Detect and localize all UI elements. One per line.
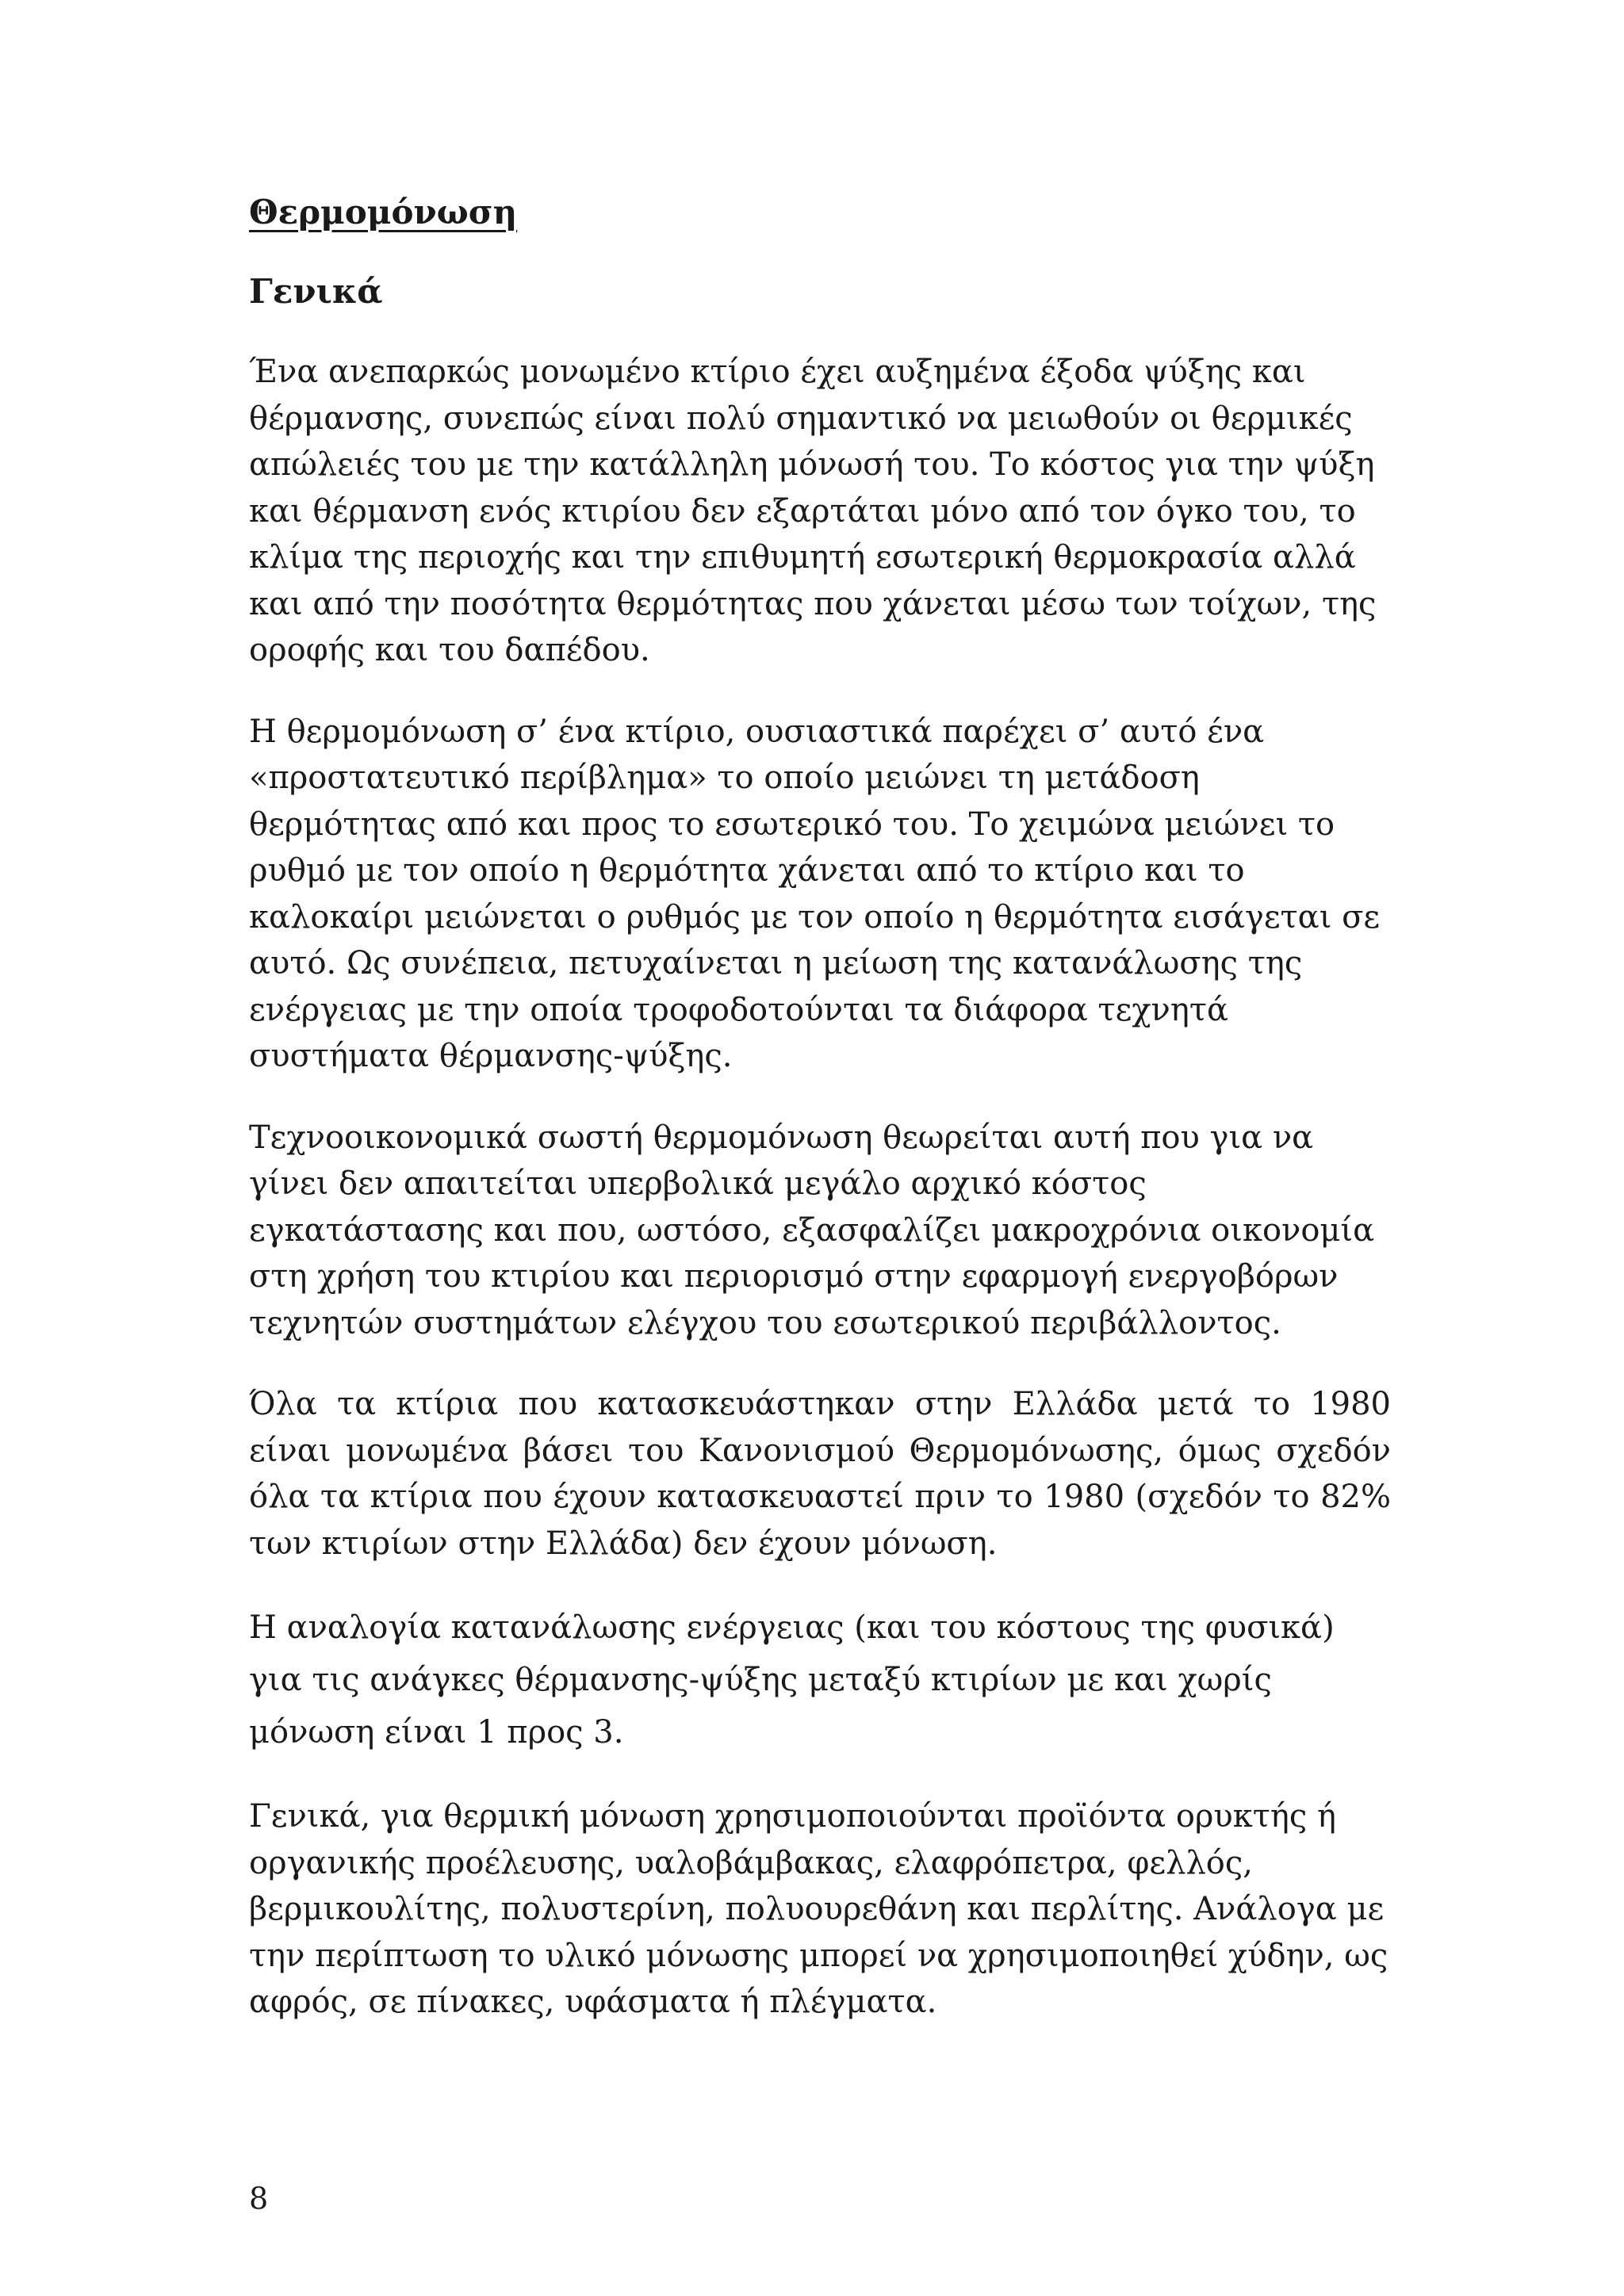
paragraph-energy-ratio: Η αναλογία κατανάλωσης ενέργειας (και του κόστους της φυσικά) για τις ανάγκες θέρμανσης-ψύξης μεταξύ κτιρίων με και χωρίς μόνωση είναι 1 προς 3. — [249, 1609, 1335, 1751]
section-heading: Γενικά — [249, 272, 383, 311]
document-title: Θερμομόνωση — [249, 193, 518, 232]
page-content — [249, 189, 1391, 2061]
paragraph-insulation-materials: Γενικά, για θερμική μόνωση χρησιμοποιούνται προϊόντα ορυκτής ή οργανικής προέλευσης, υαλοβάμβακας, ελαφρόπετρα, φελλός, βερμικουλίτης, πολυστερίνη, πολυουρεθάνη και περλίτης. Ανάλογα με την περίπτωση το υλικό μόνωσης μπορεί να χρησιμοποιηθεί χύδην, ως αφρός, σε πίνακες, υφάσματα ή πλέγματα. — [249, 1798, 1388, 2020]
paragraph-protective-envelope: Η θερμομόνωση σ’ ένα κτίριο, ουσιαστικά παρέχει σ’ αυτό ένα «προστατευτικό περίβλημα» το οποίο μειώνει τη μετάδοση θερμότητας από και προς το εσωτερικό του. Το χειμώνα μειώνει το ρυθμό με τον οποίο η θερμότητα χάνεται από το κτίριο και το καλοκαίρι μειώνεται ο ρυθμός με τον οποίο η θερμότητα εισάγεται σε αυτό. Ως συνέπεια, πετυχαίνεται η μείωση της κατανάλωσης της ενέργειας με την οποία τροφοδοτούνται τα διάφορα τεχνητά συστήματα θέρμανσης-ψύξης. — [249, 713, 1381, 1074]
paragraph-insulation-intro: Ένα ανεπαρκώς μονωμένο κτίριο έχει αυξημένα έξοδα ψύξης και θέρμανσης, συνεπώς είναι πολύ σημαντικό να μειωθούν οι θερμικές απώλειές του με την κατάλληλη μόνωσή του. Το κόστος για την ψύξη και θέρμανση ενός κτιρίου δεν εξαρτάται μόνο από τον όγκο του, το κλίμα της περιοχής και την επιθυμητή εσωτερική θερμοκρασία αλλά και από την ποσότητα θερμότητας που χάνεται μέσω των τοίχων, της οροφής και του δαπέδου. — [249, 354, 1377, 668]
paragraph-greek-buildings: Όλα τα κτίρια που κατασκευάστηκαν στην Ελλάδα μετά το 1980 είναι μονωμένα βάσει του Κανονισμού Θερμομόνωσης, όμως σχεδόν όλα τα κτίρια που έχουν κατασκευαστεί πριν το 1980 (σχεδόν το 82% των κτιρίων στην Ελλάδα) δεν έχουν μόνωση. — [249, 1386, 1391, 1562]
page-number: 8 — [249, 2181, 269, 2216]
paragraph-cost-effective-insulation: Τεχνοοικονομικά σωστή θερμομόνωση θεωρείται αυτή που για να γίνει δεν απαιτείται υπερβολικά μεγάλο αρχικό κόστος εγκατάστασης και που, ωστόσο, εξασφαλίζει μακροχρόνια οικονομία στη χρήση του κτιρίου και περιορισμό στην εφαρμογή ενεργοβόρων τεχνητών συστημάτων ελέγχου του εσωτερικού περιβάλλοντος. — [249, 1119, 1375, 1341]
